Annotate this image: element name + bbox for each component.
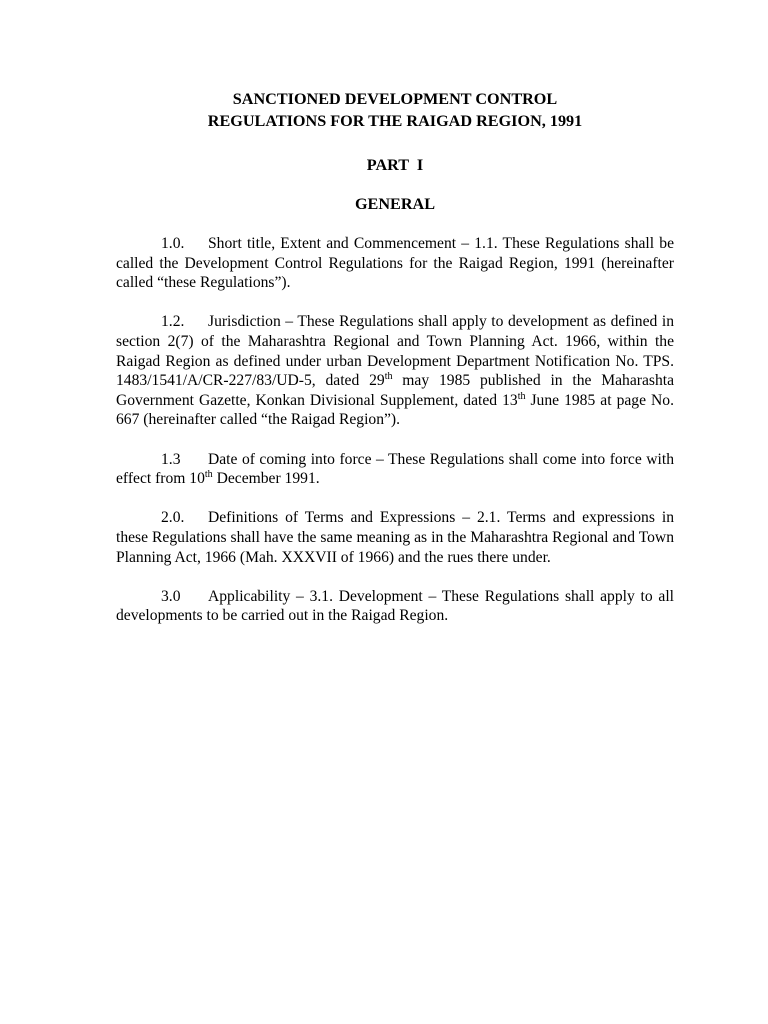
- paragraph-1-0: [116, 234, 674, 293]
- paragraph-text: may 1985 published in the Maharashta Government Gazette, Konkan Divisional Supplement, dated 13: [116, 372, 674, 409]
- paragraph-number: 1.2.: [161, 313, 185, 331]
- paragraph-text: Date of coming into force – These Regulations shall come into force with effect from 10: [116, 450, 674, 488]
- paragraph-1-3: [116, 450, 674, 489]
- paragraph-text: December 1991.: [212, 470, 320, 488]
- paragraph-number: 1.0.: [161, 235, 185, 252]
- paragraph-text: Applicability – 3.1. Development – These Regulations shall apply to all developments to be carried out in the Raigad Region.: [116, 587, 674, 625]
- paragraph-text: Definitions of Terms and Expressions – 2.1. Terms and expressions in these Regulations shall have the same meaning as in the Maharashtra Regional and Town Planning Act, 1966 (Mah. XXXVII of 1966) and the rues there under.: [116, 509, 674, 566]
- paragraph-text: June 1985 at page No. 667 (hereinafter called “the Raigad Region”).: [116, 391, 674, 429]
- part-heading: PART I: [366, 156, 424, 174]
- ordinal-suffix: th: [384, 371, 393, 383]
- paragraph-number: 3.0: [161, 587, 181, 605]
- paragraph-number: 1.3: [161, 450, 181, 468]
- paragraph-text: Short title, Extent and Commencement – 1.1. These Regulations shall be called the Development Control Regulations for the Raigad Region, 1991 (hereinafter called “these Regulations”).: [116, 235, 674, 292]
- paragraph-number: 2.0.: [161, 509, 185, 527]
- ordinal-suffix: th: [517, 390, 526, 402]
- document-body: [116, 234, 674, 626]
- paragraph-2-0: [116, 508, 674, 567]
- document-title: [116, 88, 674, 132]
- paragraph-1-2: [116, 312, 674, 430]
- ordinal-suffix: th: [204, 469, 213, 481]
- section-heading: GENERAL: [354, 195, 436, 213]
- title-line-1: SANCTIONED DEVELOPMENT CONTROL: [232, 90, 558, 108]
- paragraph-text: Jurisdiction – These Regulations shall apply to development as defined in section 2(7) of the Maharashtra Regional and Town Planning Act. 1966, within the Raigad Region as defined under urban Development Department Notification No. TPS. 1483/1541/A/CR-227/83/UD-5, dated 29: [116, 313, 674, 390]
- paragraph-3-0: [116, 587, 674, 626]
- title-line-2: REGULATIONS FOR THE RAIGAD REGION, 1991: [207, 112, 583, 130]
